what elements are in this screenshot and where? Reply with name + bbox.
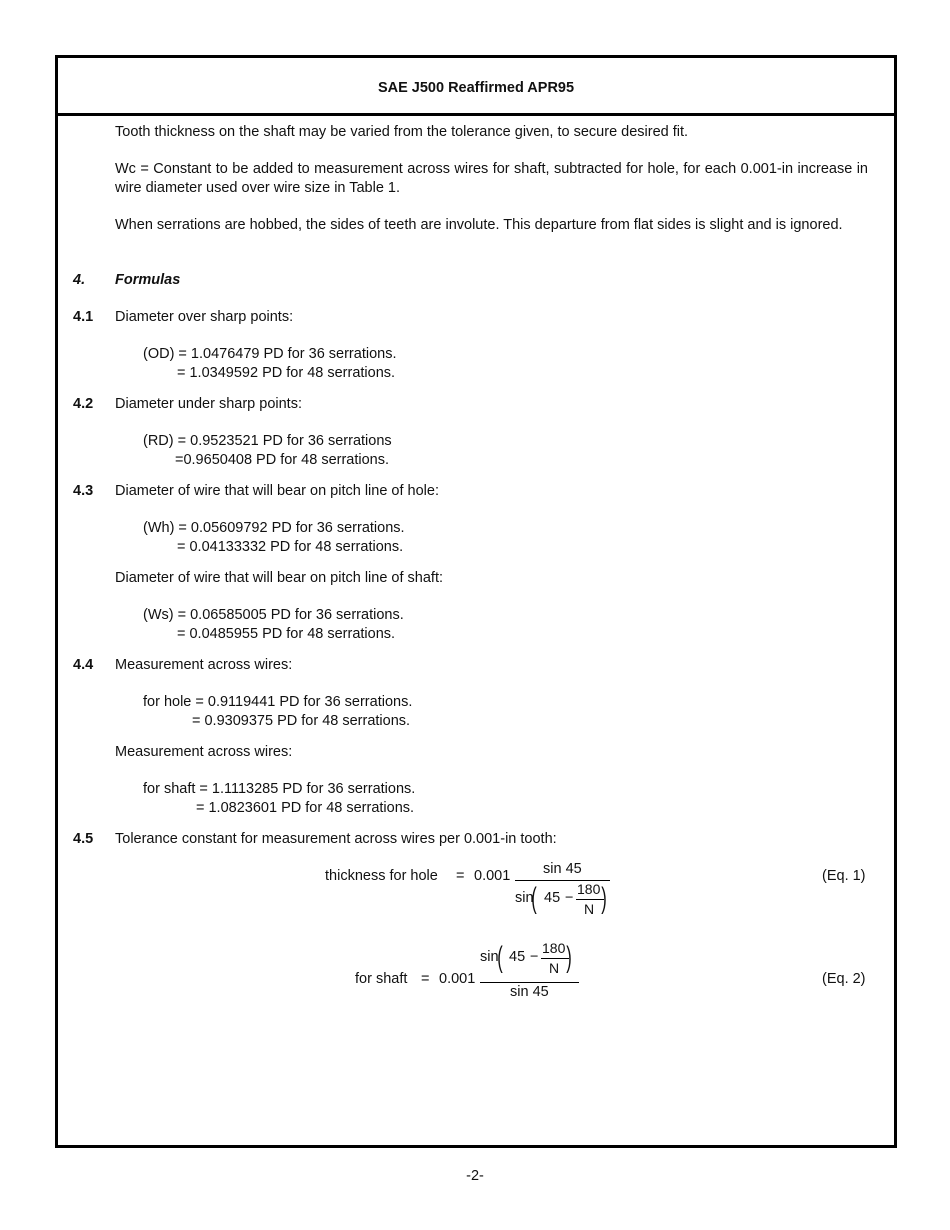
eq2-lhs: for shaft bbox=[355, 971, 408, 987]
section-4-3-label-shaft: Diameter of wire that will bear on pitch line of shaft: bbox=[115, 570, 444, 586]
eq2-inner-denominator: N bbox=[549, 960, 560, 976]
section-4-2-label: Diameter under sharp points: bbox=[115, 396, 302, 412]
eq2-equals: = bbox=[421, 971, 430, 987]
section-4-4-number: 4.4 bbox=[73, 657, 94, 673]
section-4-3-label: Diameter of wire that will bear on pitch line of hole: bbox=[115, 483, 439, 499]
section-4-1-label: Diameter over sharp points: bbox=[115, 309, 294, 325]
eq1-sin: sin bbox=[515, 890, 534, 906]
eq1-inner-numerator: 180 bbox=[577, 881, 601, 897]
shaft-formula-48: = 1.0823601 PD for 48 serrations. bbox=[196, 800, 415, 816]
eq1-minus: − bbox=[565, 890, 574, 906]
section-4-1-number: 4.1 bbox=[73, 309, 94, 325]
eq2-tag: (Eq. 2) bbox=[822, 971, 866, 987]
section-4-3-number: 4.3 bbox=[73, 483, 94, 499]
section-4-4-label: Measurement across wires: bbox=[115, 657, 293, 673]
section-4-5-label: Tolerance constant for measurement across wires per 0.001-in tooth: bbox=[115, 831, 557, 847]
intro-paragraph-2: Wc = Constant to be added to measurement across wires for shaft, subtracted for hole, for each 0.001-in increase in wire diameter used over wire size in Table 1. bbox=[115, 161, 868, 196]
eq1-right-paren: ) bbox=[601, 882, 607, 915]
page-number: -2- bbox=[466, 1168, 484, 1184]
eq1-inner-denominator: N bbox=[584, 901, 595, 917]
eq2-fraction-bar bbox=[480, 982, 579, 983]
eq1-left-paren: ( bbox=[531, 882, 537, 915]
eq1-angle: 45 bbox=[544, 890, 561, 906]
rd-formula-48: =0.9650408 PD for 48 serrations. bbox=[175, 452, 390, 468]
section-4-4-label-shaft: Measurement across wires: bbox=[115, 744, 293, 760]
intro-paragraph-3: When serrations are hobbed, the sides of teeth are involute. This departure from flat sides is slight and is ignored. bbox=[115, 217, 843, 233]
od-formula-36: (OD) = 1.0476479 PD for 36 serrations. bbox=[143, 346, 397, 362]
hole-formula-36: for hole = 0.9119441 PD for 36 serrations. bbox=[143, 694, 413, 710]
eq2-right-paren: ) bbox=[566, 941, 572, 974]
eq2-inner-numerator: 180 bbox=[542, 940, 566, 956]
eq2-angle: 45 bbox=[509, 949, 526, 965]
eq1-numerator: sin 45 bbox=[543, 861, 582, 877]
eq2-coefficient: 0.001 bbox=[439, 971, 476, 987]
ws-formula-36: (Ws) = 0.06585005 PD for 36 serrations. bbox=[143, 607, 404, 623]
eq2-inner-fraction-bar bbox=[541, 958, 569, 959]
eq2-denominator: sin 45 bbox=[510, 984, 549, 1000]
eq1-coefficient: 0.001 bbox=[474, 868, 511, 884]
hole-formula-48: = 0.9309375 PD for 48 serrations. bbox=[192, 713, 411, 729]
shaft-formula-36: for shaft = 1.1113285 PD for 36 serrations. bbox=[143, 781, 416, 797]
ws-formula-48: = 0.0485955 PD for 48 serrations. bbox=[177, 626, 396, 642]
section-4-title: Formulas bbox=[115, 272, 181, 288]
od-formula-48: = 1.0349592 PD for 48 serrations. bbox=[177, 365, 396, 381]
wh-formula-48: = 0.04133332 PD for 48 serrations. bbox=[177, 539, 404, 555]
eq1-lhs: thickness for hole bbox=[325, 868, 438, 884]
rd-formula-36: (RD) = 0.9523521 PD for 36 serrations bbox=[143, 433, 392, 449]
section-4-number: 4. bbox=[73, 272, 86, 288]
eq2-minus: − bbox=[530, 949, 539, 965]
eq2-sin: sin bbox=[480, 949, 499, 965]
eq2-left-paren: ( bbox=[497, 941, 503, 974]
section-4-5-number: 4.5 bbox=[73, 831, 94, 847]
eq1-equals: = bbox=[456, 868, 465, 884]
intro-paragraph-1: Tooth thickness on the shaft may be varied from the tolerance given, to secure desired fit. bbox=[115, 124, 689, 140]
eq1-inner-fraction-bar bbox=[576, 899, 604, 900]
wh-formula-36: (Wh) = 0.05609792 PD for 36 serrations. bbox=[143, 520, 405, 536]
page-header bbox=[58, 58, 894, 116]
page-frame bbox=[55, 55, 897, 1148]
header-title: SAE J500 Reaffirmed APR95 bbox=[377, 79, 575, 96]
section-4-2-number: 4.2 bbox=[73, 396, 94, 412]
eq1-tag: (Eq. 1) bbox=[822, 868, 866, 884]
